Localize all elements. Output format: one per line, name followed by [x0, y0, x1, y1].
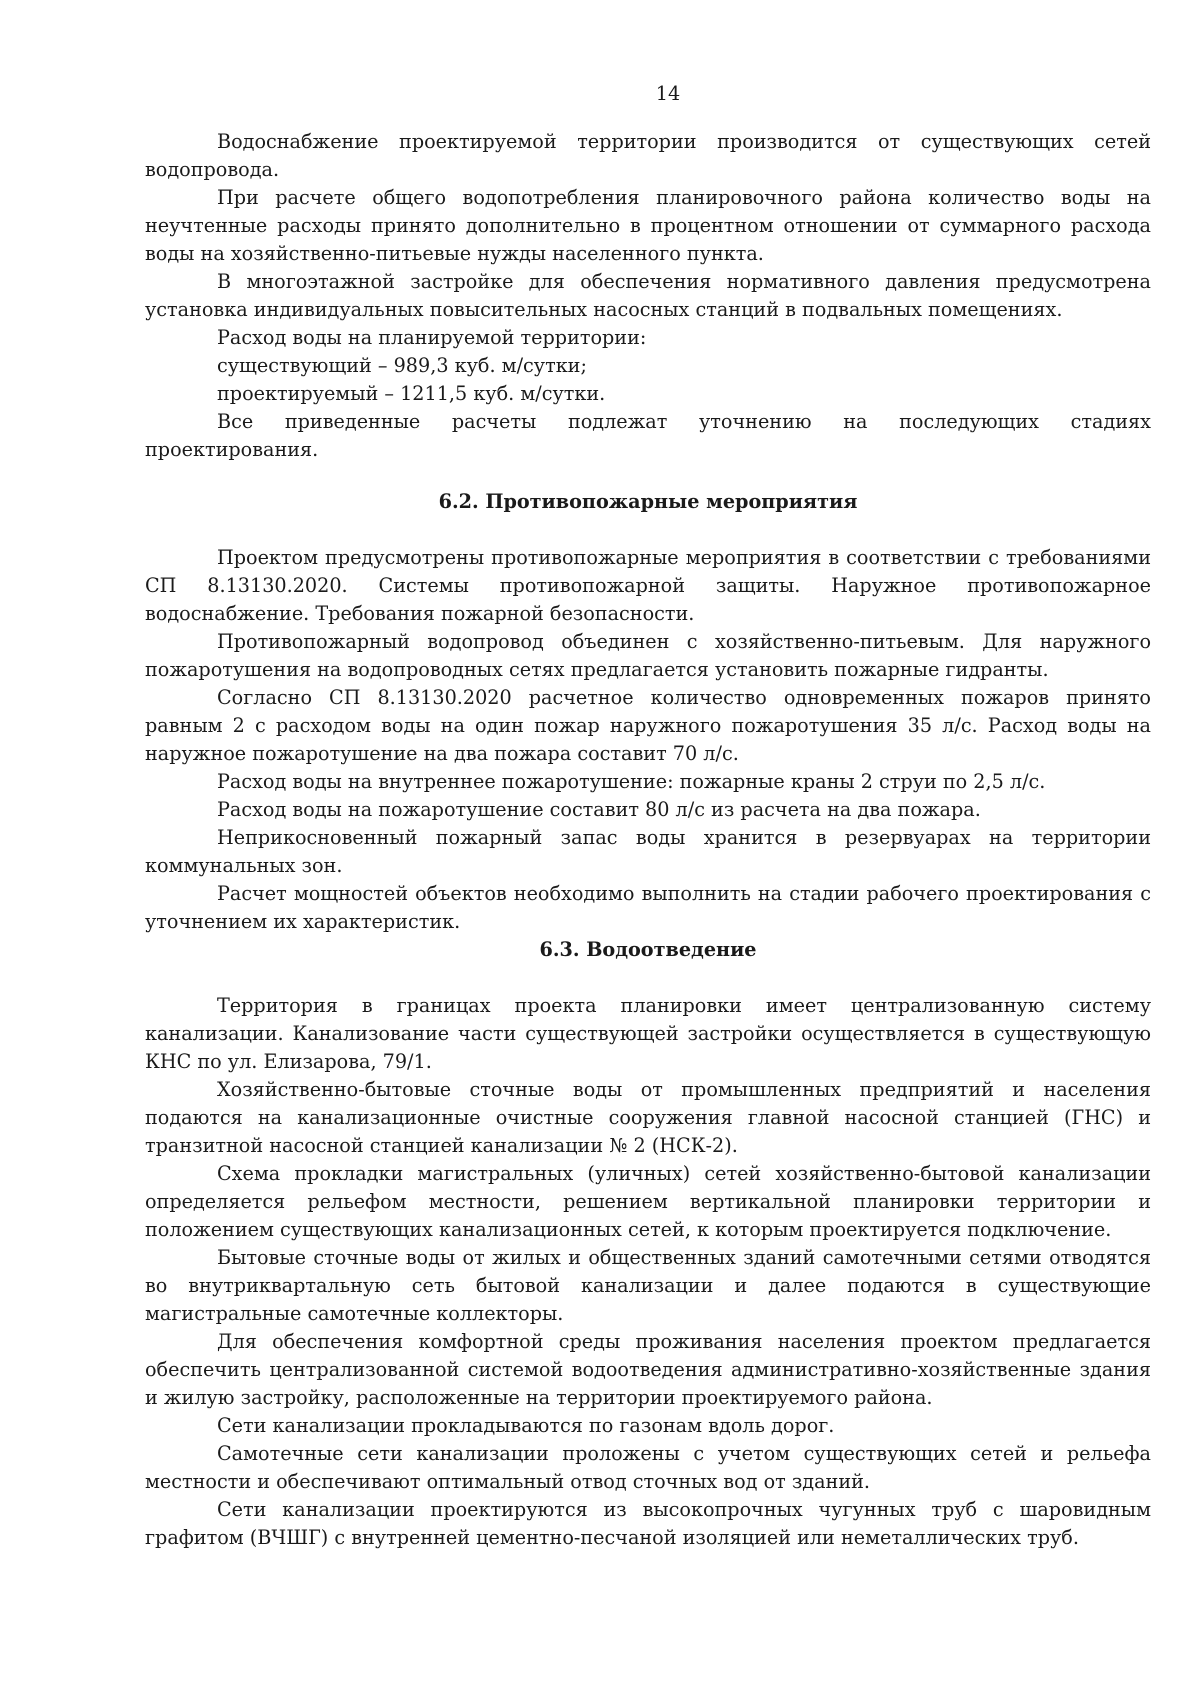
paragraph: Расход воды на пожаротушение составит 80 л/с из расчета на два пожара.	[217, 798, 981, 821]
paragraph: Хозяйственно-бытовые сточные воды от промышленных предприятий и населения подаются на канализационные очистные сооружения главной насосной станцией (ГНС) и транзитной насосной станцией канализации № 2 (НСК-2).	[145, 1078, 1151, 1157]
list-item: существующий – 989,3 куб. м/сутки;	[217, 354, 587, 377]
paragraph: При расчете общего водопотребления планировочного района количество воды на неучтенные расходы принято дополнительно в процентном отношении от суммарного расхода воды на хозяйственно-питьевые нужды населенного пункта.	[145, 186, 1151, 265]
page-number: 14	[655, 82, 681, 105]
water-supply-section	[145, 128, 1151, 464]
sewage-section	[145, 992, 1151, 1552]
paragraph: Схема прокладки магистральных (уличных) сетей хозяйственно-бытовой канализации определяется рельефом местности, решением вертикальной планировки территории и положением существующих канализационных сетей, к которым проектируется подключение.	[145, 1162, 1151, 1241]
paragraph: Согласно СП 8.13130.2020 расчетное количество одновременных пожаров принято равным 2 с расходом воды на один пожар наружного пожаротушения 35 л/с. Расход воды на наружное пожаротушение на два пожара составит 70 л/с.	[145, 686, 1151, 765]
paragraph: Противопожарный водопровод объединен с хозяйственно-питьевым. Для наружного пожаротушения на водопроводных сетях предлагается установить пожарные гидранты.	[145, 630, 1151, 681]
paragraph: Сети канализации проектируются из высокопрочных чугунных труб с шаровидным графитом (ВЧШГ) с внутренней цементно-песчаной изоляцией или неметаллических труб.	[145, 1498, 1151, 1549]
paragraph: Неприкосновенный пожарный запас воды хранится в резервуарах на территории коммунальных зон.	[145, 826, 1151, 877]
section-heading-sewage: 6.3. Водоотведение	[539, 938, 757, 961]
paragraph: Расчет мощностей объектов необходимо выполнить на стадии рабочего проектирования с уточнением их характеристик.	[145, 882, 1151, 933]
paragraph: Самотечные сети канализации проложены с учетом существующих сетей и рельефа местности и обеспечивают оптимальный отвод сточных вод от зданий.	[145, 1442, 1151, 1493]
paragraph: Сети канализации прокладываются по газонам вдоль дорог.	[217, 1414, 835, 1437]
paragraph: Водоснабжение проектируемой территории производится от существующих сетей водопровода.	[145, 130, 1151, 181]
paragraph: Территория в границах проекта планировки имеет централизованную систему канализации. Канализование части существующей застройки осуществляется в существующую КНС по ул. Елизарова, 79/1.	[145, 994, 1151, 1073]
paragraph: Проектом предусмотрены противопожарные мероприятия в соответствии с требованиями СП 8.13130.2020. Системы противопожарной защиты. Наружное противопожарное водоснабжение. Требования пожарной безопасности.	[145, 546, 1151, 625]
section-heading-fire: 6.2. Противопожарные мероприятия	[438, 490, 858, 513]
paragraph: Все приведенные расчеты подлежат уточнению на последующих стадиях проектирования.	[145, 410, 1151, 461]
list-item: проектируемый – 1211,5 куб. м/сутки.	[217, 382, 606, 405]
fire-section	[145, 544, 1151, 936]
paragraph: Расход воды на планируемой территории:	[217, 326, 647, 349]
paragraph: Бытовые сточные воды от жилых и общественных зданий самотечными сетями отводятся во внутриквартальную сеть бытовой канализации и далее подаются в существующие магистральные самотечные коллекторы.	[145, 1246, 1151, 1325]
paragraph: Для обеспечения комфортной среды проживания населения проектом предлагается обеспечить централизованной системой водоотведения административно-хозяйственные здания и жилую застройку, расположенные на территории проектируемого района.	[145, 1330, 1151, 1409]
paragraph: В многоэтажной застройке для обеспечения нормативного давления предусмотрена установка индивидуальных повысительных насосных станций в подвальных помещениях.	[145, 270, 1151, 321]
paragraph: Расход воды на внутреннее пожаротушение: пожарные краны 2 струи по 2,5 л/с.	[217, 770, 1046, 793]
document-page	[145, 80, 1151, 1552]
